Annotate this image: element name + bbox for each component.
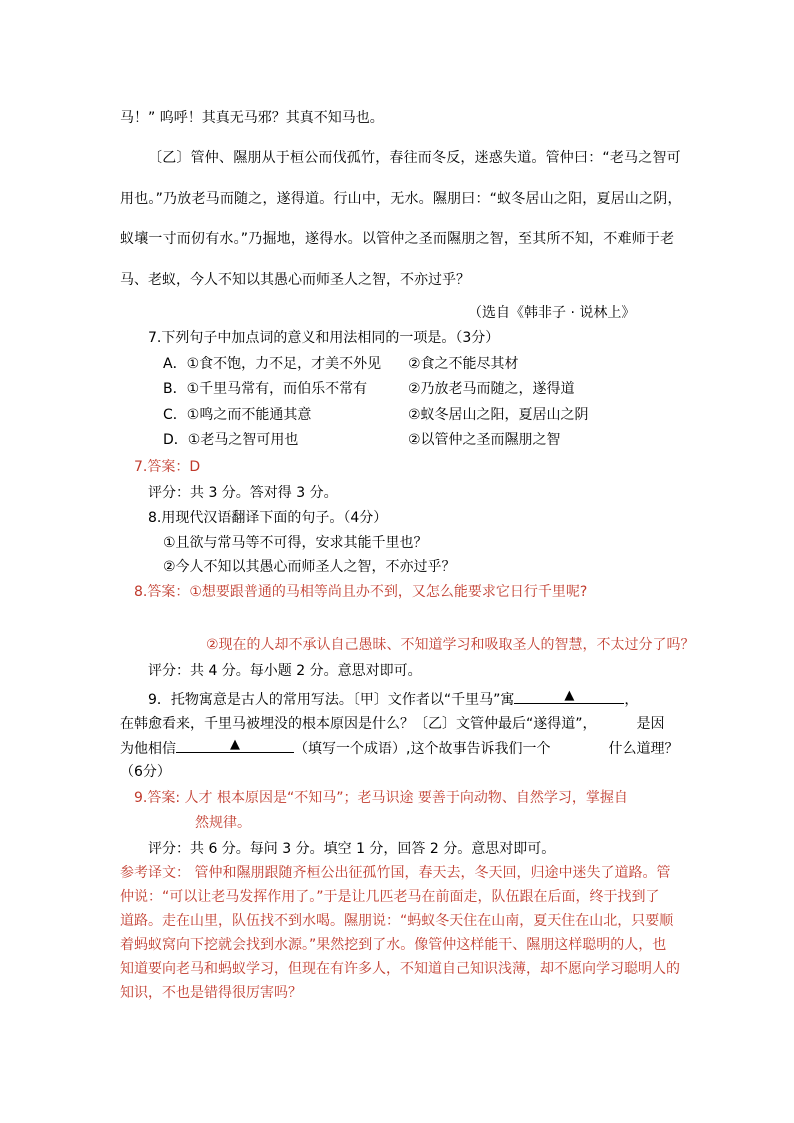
question-8-answer-1: 8.答案：①想要跟普通的马相等尚且办不到，又怎么能要求它日行千里呢?	[134, 584, 588, 600]
answer-blank[interactable]	[176, 738, 294, 753]
triangle-icon: ▲	[564, 688, 575, 703]
question-9-line-1	[148, 689, 638, 710]
question-8-answer-2: ②现在的人却不承认自己愚昧、不知道学习和吸取圣人的智慧，不太过分了吗？	[206, 637, 695, 653]
question-7-score: 评分：共 3 分。答对得 3 分。	[148, 485, 338, 501]
question-9-text: 在韩愈看来，千里马被埋没的根本原因是什么？〔乙〕文管仲最后“遂得道”，	[120, 716, 597, 732]
translation-line: 仲说：“可以让老马发挥作用了。”于是让几匹老马在前面走，队伍跟在后面，终于找到了	[120, 889, 660, 905]
question-8-sentence-2: ②今人不知以其愚心而师圣人之智，不亦过乎？	[163, 559, 456, 575]
passage-line: 马！” 呜呼！其真无马邪？其真不知马也。	[120, 110, 384, 126]
question-9-line-2	[120, 714, 665, 734]
question-9-text: 9．托物寓意是古人的常用写法。〔甲〕文作者以“千里马”寓	[148, 692, 515, 708]
option-b-right: ②乃放老马而随之，遂得道	[408, 381, 575, 397]
translation-line: 着蚂蚁窝向下挖就会找到水源。”果然挖到了水。像管仲这样能干、隰朋这样聪明的人，也	[120, 937, 667, 953]
question-9-text: 是因	[636, 716, 665, 732]
option-d-left: D．①老马之智可用也	[163, 432, 299, 448]
question-9-points: （6分）	[120, 764, 171, 780]
option-a-right: ②食之不能尽其材	[408, 356, 519, 372]
option-a-left: A．①食不饱，力不足，才美不外见	[163, 356, 382, 372]
option-c-left: C．①鸣之而不能通其意	[163, 407, 312, 423]
question-9-text: （填写一个成语）,这个故事告诉我们一个	[294, 741, 551, 757]
question-8-stem: 8.用现代汉语翻译下面的句子。（4分）	[148, 510, 388, 526]
question-9-text: ，	[624, 692, 639, 708]
option-c-right: ②蚁冬居山之阳，夏居山之阴	[408, 407, 589, 423]
option-d-right: ②以管仲之圣而隰朋之智	[408, 432, 561, 448]
question-9-text: 为他相信	[120, 741, 176, 757]
passage-line: 用也。”乃放老马而随之，遂得道。行山中，无水。隰朋曰：“蚁冬居山之阳，夏居山之阴，	[120, 191, 682, 207]
passage-line: 马、老蚁，今人不知以其愚心而师圣人之智，不亦过乎？	[120, 272, 470, 288]
answer-blank[interactable]	[514, 689, 624, 704]
question-9-line-3	[120, 738, 678, 759]
translation-line: 知道要向老马和蚂蚁学习，但现在有许多人，不知道自己知识浅薄，却不愿向学习聪明人的	[120, 961, 680, 977]
option-b-left: B．①千里马常有，而伯乐不常有	[163, 381, 368, 397]
translation-line: 道路。走在山里，队伍找不到水喝。隰朋说：“蚂蚁冬天住在山南，夏天住在山北，只要顺	[120, 913, 674, 929]
question-9-text: 什么道理？	[608, 741, 679, 757]
question-9-score: 评分：共 6 分。每问 3 分。填空 1 分，回答 2 分。意思对即可。	[148, 841, 556, 857]
passage-line: 蚁壤一寸而仞有水。”乃掘地，遂得水。以管仲之圣而隰朋之智，至其所不知，不难师于老	[120, 231, 675, 247]
question-8-score: 评分：共 4 分。每小题 2 分。意思对即可。	[148, 663, 422, 679]
translation-line: 参考译文： 管仲和隰朋跟随齐桓公出征孤竹国，春天去，冬天回，归途中迷失了道路。管	[120, 865, 671, 881]
passage-source: （选自《韩非子 · 说林上》	[468, 305, 636, 321]
passage-line: 〔乙〕管仲、隰朋从于桓公而伐孤竹，春往而冬反，迷惑失道。管仲曰：“老马之智可	[148, 150, 681, 166]
question-7-stem: 7.下列句子中加点词的意义和用法相同的一项是。（3分）	[148, 330, 500, 346]
translation-line: 知识，不也是错得很厉害吗？	[120, 985, 302, 1001]
question-9-answer-1: 9.答案: 人才 根本原因是“不知马”；老马识途 要善于向动物、自然学习，掌握自	[134, 790, 628, 806]
question-8-sentence-1: ①且欲与常马等不可得，安求其能千里也？	[163, 535, 428, 551]
triangle-icon: ▲	[230, 737, 240, 752]
question-9-answer-2: 然规律。	[195, 815, 251, 831]
question-7-answer: 7.答案：D	[134, 459, 201, 475]
